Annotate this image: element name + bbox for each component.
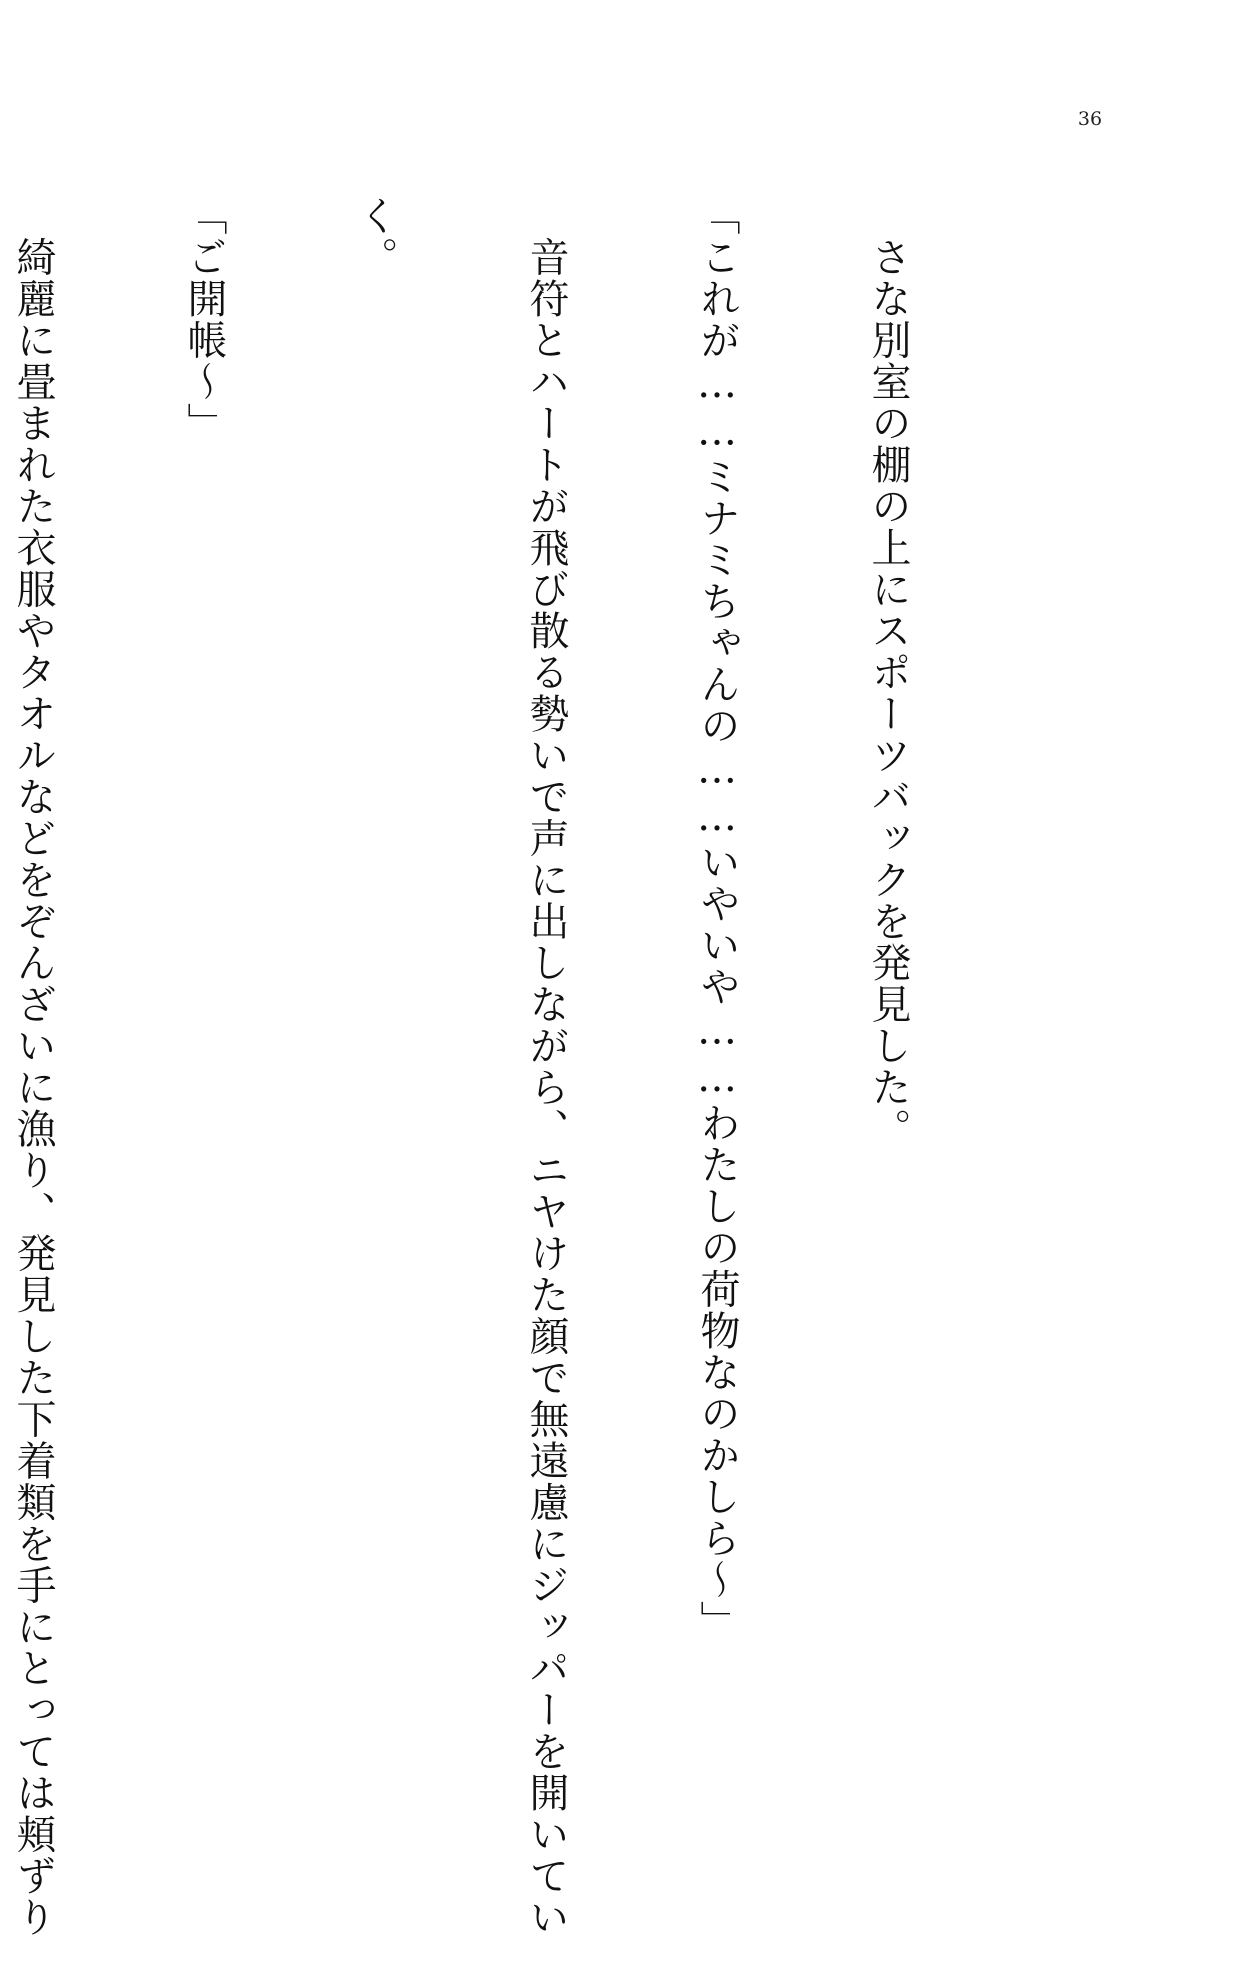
text-line: 「ご開帳～」 [181, 195, 227, 444]
text-line: 綺麗に畳まれた衣服やタオルなどをぞんざいに漁り、発見した下着類を手にとっては頬ずり [10, 195, 56, 1938]
text-line: さな別室の棚の上にスポーツバックを発見した。 [865, 195, 911, 1150]
text-line: く。 [352, 195, 398, 278]
body-text [0, 195, 1030, 1938]
text-line: 「これが……ミナミちゃんの……いやいや……わたしの荷物なのかしら～」 [694, 195, 740, 1642]
page-number: 36 [1077, 108, 1103, 130]
text-line: 音符とハートが飛び散る勢いで声に出しながら、ニヤけた顔で無遠慮にジッパーを開いてい [523, 195, 569, 1938]
